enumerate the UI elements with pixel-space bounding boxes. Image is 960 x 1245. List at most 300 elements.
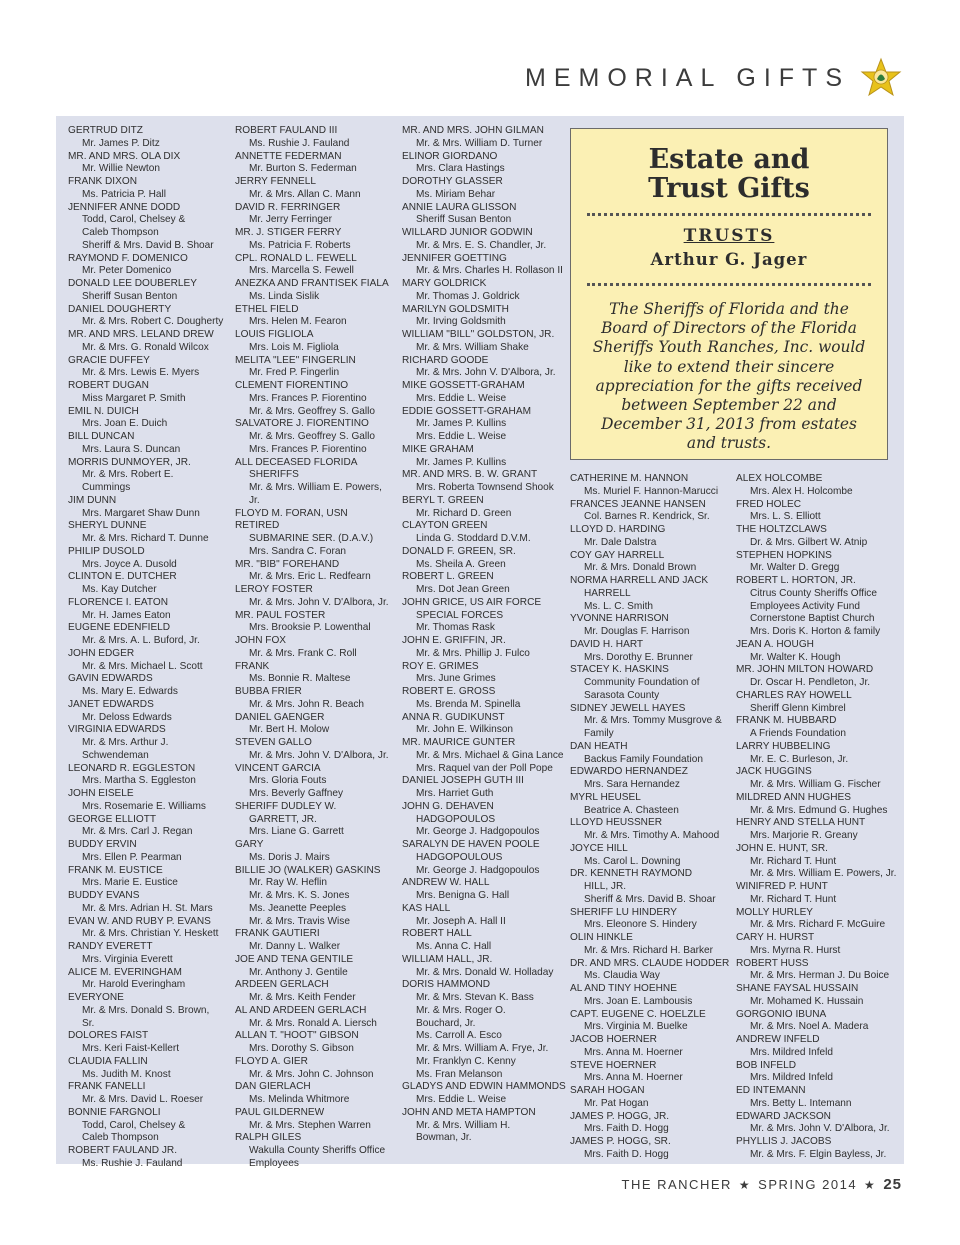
honoree-name: MR. "BIB" FOREHAND: [235, 558, 340, 570]
honoree-name: DR. KENNETH RAYMOND: [570, 868, 693, 880]
honoree-name: FRANCES JEANNE HANSEN: [570, 498, 706, 510]
memorial-entry: [736, 843, 898, 881]
honoree-name: STEPHEN HOPKINS: [736, 549, 832, 561]
honoree-name: EDDIE GOSSETT-GRAHAM: [402, 405, 531, 417]
honoree-name: EDWARD JACKSON: [736, 1110, 831, 1122]
memorial-entry: [68, 1081, 224, 1107]
memorial-entry: [68, 431, 224, 457]
honoree-name: MR. AND MRS. B. W. GRANT: [402, 469, 538, 481]
memorial-entry: [570, 575, 730, 613]
honoree-name: SARALYN DE HAVEN POOLE: [402, 839, 540, 850]
memorial-entry: [68, 916, 224, 942]
memorial-entry: [235, 1005, 393, 1031]
memorial-entry: [235, 839, 393, 865]
donor-name: Mr. Danny L. Walker: [249, 941, 341, 952]
honoree-name: DOLORES FAIST: [68, 1030, 149, 1042]
honoree-name: CATHERINE M. HANNON: [570, 473, 689, 484]
donor-name: Mrs. Sara Hernandez: [584, 779, 680, 790]
memorial-entry: [402, 520, 566, 546]
donor-name: GARRETT, JR.: [249, 813, 317, 825]
donor-name: Mrs. Dorothy E. Brunner: [584, 651, 693, 663]
publication-name: THE RANCHER: [621, 1177, 732, 1192]
memorial-entry: [402, 775, 566, 801]
memorial-entry: [235, 801, 393, 839]
donor-name: Mrs. Marcella S. Fewell: [249, 265, 354, 277]
memorial-entry: [736, 664, 898, 690]
memorial-entry: [235, 418, 393, 456]
memorial-entry: [402, 380, 566, 406]
memorial-entry: [235, 610, 393, 636]
honoree-name: ALICE M. EVERINGHAM: [68, 966, 182, 978]
honoree-name: JOHN EISELE: [68, 788, 134, 799]
donor-name: Family: [584, 728, 614, 739]
memorial-entry: [736, 881, 898, 907]
honoree-name: JOE AND TENA GENTILE: [235, 953, 354, 965]
memorial-entry: [68, 1056, 224, 1082]
donor-name: Mr. & Mrs. Donald W. Holladay: [416, 966, 554, 978]
donor-name: Mrs. Liane G. Garrett: [249, 826, 344, 838]
memorial-entry: [402, 979, 566, 1081]
honoree-name: DORIS HAMMOND: [402, 979, 491, 991]
honoree-name: JACK HUGGINS: [736, 766, 812, 778]
memorial-entry: [68, 724, 224, 762]
honoree-name: JIM DUNN: [68, 494, 117, 506]
memorial-entry: [736, 958, 898, 984]
memorial-entry: [402, 329, 566, 355]
estate-title-line-2: Trust Gifts: [648, 173, 810, 204]
honoree-name: ALEX HOLCOMBE: [736, 473, 823, 484]
honoree-name: FRANK FANELLI: [68, 1081, 146, 1093]
memorial-entry: [402, 278, 566, 304]
donor-name: Mrs. Eddie L. Weise: [416, 392, 507, 404]
honoree-name: WILLARD JUNIOR GODWIN: [402, 227, 533, 238]
memorial-entry: [736, 1009, 898, 1035]
donor-name: Mrs. Eddie L. Weise: [416, 431, 507, 442]
donor-name: Mr. & Mrs. Robert E. Cummings: [82, 469, 174, 493]
donor-name: Mrs. Alex H. Holcombe: [750, 485, 853, 497]
donor-name: Ms. Brenda M. Spinella: [416, 698, 521, 710]
donor-name: Ms. Miriam Behar: [416, 188, 496, 200]
donor-name: Mrs. Sandra C. Foran: [249, 545, 347, 557]
honoree-name: ROBERT L. HORTON, JR.: [736, 575, 856, 586]
honoree-name: LLOYD D. HARDING: [570, 524, 666, 535]
honoree-name: EVERYONE: [68, 992, 124, 1003]
dotted-divider: [587, 213, 871, 216]
memorial-entry: [235, 253, 393, 279]
honoree-name: THE HOLTZCLAWS: [736, 524, 827, 535]
donor-name: Mrs. L. S. Elliott: [750, 511, 821, 523]
donor-name: Mr. & Mrs. William H.: [416, 1119, 511, 1131]
honoree-name: CLAUDIA FALLIN: [68, 1055, 148, 1067]
donor-name: Mr. & Mrs. G. Ronald Wilcox: [82, 341, 209, 353]
memorial-entry: [235, 125, 393, 151]
donor-name: Wakulla County Sheriffs Office: [249, 1145, 386, 1156]
donor-name: Mr. & Mrs. Robert C. Dougherty: [82, 316, 224, 328]
donor-name: SHERIFFS: [249, 469, 299, 481]
donor-name: Mrs. Keri Faist-Kellert: [82, 1043, 180, 1054]
donor-name: Community Foundation of: [584, 677, 700, 688]
donor-name: Mr. & Mrs. Donald Brown: [584, 562, 697, 574]
honoree-name: VINCENT GARCIA: [235, 762, 321, 774]
honoree-name: FLOYD A. GIER: [235, 1055, 308, 1067]
donor-name: Ms. Anna C. Hall: [416, 941, 492, 952]
memorial-entry: [402, 546, 566, 572]
memorial-entry: [570, 741, 730, 767]
donor-name: Mr. Willie Newton: [82, 163, 160, 175]
memorial-column-5: [736, 473, 898, 1162]
estate-trust-gifts-box: [570, 128, 888, 460]
honoree-name: BONNIE FARGNOLI: [68, 1106, 161, 1118]
memorial-entry: [235, 1056, 393, 1082]
donor-name: Mr. & Mrs. Lewis E. Myers: [82, 367, 200, 379]
donor-name: Mr. James P. Ditz: [82, 137, 160, 149]
donor-name: Citrus County Sheriffs Office: [750, 587, 877, 599]
memorial-entry: [235, 661, 393, 687]
memorial-entry: [235, 508, 393, 559]
memorial-entry: [68, 597, 224, 623]
donor-name: Mr. & Mrs. Stevan K. Bass: [416, 992, 534, 1003]
donor-name: Mrs. Joyce A. Dusold: [82, 558, 177, 570]
memorial-entry: [68, 151, 224, 177]
honoree-name: ROBERT L. GREEN: [402, 571, 494, 583]
honoree-name: JOHN FOX: [235, 635, 287, 646]
honoree-name: MELITA "LEE" FINGERLIN: [235, 354, 356, 366]
honoree-name: MYRL HEUSEL: [570, 791, 641, 803]
memorial-entry: [402, 444, 566, 470]
memorial-column-1: [68, 125, 224, 1171]
memorial-entry: [68, 763, 224, 789]
honoree-name: ANNA R. GUDIKUNST: [402, 711, 505, 723]
donor-name: Mrs. Beverly Gaffney: [249, 788, 344, 799]
memorial-entry: [235, 1107, 393, 1133]
donor-name: Mr. & Mrs. William E. Powers, Jr.: [249, 482, 382, 506]
honoree-name: MIKE GOSSETT-GRAHAM: [402, 380, 525, 391]
honoree-name: DAN GIERLACH: [235, 1081, 311, 1093]
page-header: [525, 58, 902, 98]
donor-name: Ms. Rushie J. Fauland: [249, 137, 350, 149]
honoree-name: MR. MAURICE GUNTER: [402, 737, 516, 748]
issue-date: SPRING 2014: [758, 1177, 858, 1192]
honoree-name: JANET EDWARDS: [68, 698, 154, 710]
donor-name: Mrs. Eddie L. Weise: [416, 1094, 507, 1105]
honoree-name: CARY H. HURST: [736, 932, 815, 943]
memorial-entry: [68, 1030, 224, 1056]
memorial-entry: [570, 1009, 730, 1035]
honoree-name: SHERIFF DUDLEY W.: [235, 800, 337, 812]
donor-name: HILL, JR.: [584, 881, 627, 892]
donor-name: A Friends Foundation: [750, 728, 846, 739]
donor-name: Mrs. Marie E. Eustice: [82, 877, 178, 889]
donor-name: Mr. & Mrs. Richard H. Barker: [584, 944, 713, 956]
honoree-name: LEROY FOSTER: [235, 584, 313, 595]
donor-name: Mr. Ray W. Heflin: [249, 877, 327, 889]
donor-name: Ms. Fran Melanson: [416, 1068, 503, 1080]
memorial-entry: [402, 928, 566, 954]
memorial-entry: [235, 686, 393, 712]
memorial-entry: [235, 304, 393, 330]
memorial-entry: [570, 1111, 730, 1137]
donor-name: Mrs. Raquel van der Poll Pope: [416, 762, 553, 774]
memorial-entry: [570, 1060, 730, 1086]
donor-name: Sheriff Susan Benton: [416, 214, 512, 226]
honoree-name: SALVATORE J. FIORENTINO: [235, 418, 369, 430]
donor-name: Mr. & Mrs. William G. Fischer: [750, 779, 881, 790]
donor-name: Sarasota County: [584, 689, 660, 701]
honoree-name: JOHN E. GRIFFIN, JR.: [402, 635, 506, 646]
memorial-entry: [68, 406, 224, 432]
memorial-entry: [235, 1081, 393, 1107]
donor-name: Caleb Thompson: [82, 227, 159, 238]
memorial-entry: [736, 1034, 898, 1060]
honoree-name: DR. AND MRS. CLAUDE HODDER: [570, 957, 730, 969]
honoree-name: DONALD LEE DOUBERLEY: [68, 278, 198, 289]
donor-name: Mr. & Mrs. William Shake: [416, 341, 529, 353]
donor-name: Mrs. Frances P. Fiorentino: [249, 443, 367, 455]
memorial-entry: [736, 766, 898, 792]
donor-name: Mr. & Mrs. A. L. Buford, Jr.: [82, 635, 200, 646]
memorial-entry: [402, 839, 566, 877]
honoree-name: DAVID H. HART: [570, 638, 644, 650]
memorial-entry: [68, 839, 224, 865]
honoree-name: DANIEL DOUGHERTY: [68, 303, 172, 315]
memorial-entry: [570, 524, 730, 550]
memorial-entry: [235, 954, 393, 980]
donor-name: Mrs. June Grimes: [416, 673, 496, 685]
honoree-name: LLOYD HEUSSNER: [570, 817, 662, 829]
donor-name: Miss Margaret P. Smith: [82, 392, 186, 404]
donor-name: Employees Activity Fund: [750, 600, 860, 612]
honoree-name: MR. PAUL FOSTER: [235, 609, 326, 621]
honoree-name: ALL DECEASED FLORIDA: [235, 456, 358, 468]
donor-name: Dr. & Mrs. Gilbert W. Atnip: [750, 536, 868, 548]
honoree-name: NORMA HARRELL AND JACK: [570, 575, 709, 586]
honoree-name: DONALD F. GREEN, SR.: [402, 545, 516, 557]
memorial-entry: [235, 1132, 393, 1170]
honoree-name: FRANK M. EUSTICE: [68, 864, 163, 876]
honoree-name: FRANK DIXON: [68, 176, 137, 187]
honoree-name: WILLIAM "BILL" GOLDSTON, JR.: [402, 329, 555, 340]
donor-name: Mrs. Roberta Townsend Shook: [416, 482, 554, 493]
honoree-name: BUBBA FRIER: [235, 686, 302, 697]
honoree-name: BUDDY EVANS: [68, 890, 140, 901]
memorial-entry: [402, 176, 566, 202]
memorial-entry: [736, 741, 898, 767]
honoree-name: SARAH HOGAN: [570, 1085, 645, 1096]
honoree-name: ANEZKA AND FRANTISEK FIALA: [235, 278, 389, 289]
memorial-entry: [68, 253, 224, 279]
donor-name: Mrs. Faith D. Hogg: [584, 1148, 669, 1160]
donor-name: Ms. Melinda Whitmore: [249, 1094, 350, 1105]
honoree-name: ED INTEMANN: [736, 1085, 806, 1096]
donor-name: Mr. James P. Kullins: [416, 456, 507, 468]
honoree-name: DANIEL JOSEPH GUTH III: [402, 775, 524, 787]
memorial-entry: [235, 712, 393, 738]
donor-name: Mrs. Mildred Infeld: [750, 1046, 834, 1058]
donor-name: Mr. & Mrs. John V. D'Albora, Jr.: [750, 1123, 890, 1135]
memorial-entry: [68, 202, 224, 253]
honoree-name: CAPT. EUGENE C. HOELZLE: [570, 1008, 706, 1020]
honoree-name: DANIEL GAENGER: [235, 711, 325, 723]
donor-name: Col. Barnes R. Kendrick, Sr.: [584, 511, 710, 523]
memorial-entry: [235, 380, 393, 418]
trust-name: Arthur G. Jager: [650, 250, 808, 269]
memorial-entry: [68, 622, 224, 648]
memorial-entry: [235, 737, 393, 763]
donor-name: Mr. Fred P. Fingerlin: [249, 367, 340, 379]
donor-name: Mr. Douglas F. Harrison: [584, 626, 690, 637]
memorial-entry: [736, 473, 898, 499]
memorial-entry: [736, 1085, 898, 1111]
donor-name: Ms. Mary E. Edwards: [82, 686, 178, 697]
honoree-name: FRED HOLEC: [736, 498, 802, 510]
estate-title: [571, 145, 887, 203]
donor-name: Mr. & Mrs. Richard F. McGuire: [750, 919, 886, 931]
honoree-name: MR. AND MRS. JOHN GILMAN: [402, 125, 544, 136]
donor-name: Mrs. Marjorie R. Greany: [750, 830, 858, 841]
donor-name: Mr. & Mrs. Charles H. Rollason II: [416, 265, 563, 277]
memorial-entry: [235, 584, 393, 610]
donor-name: Ms. Patricia P. Hall: [82, 188, 166, 200]
honoree-name: BILL DUNCAN: [68, 431, 135, 442]
memorial-entry: [570, 792, 730, 818]
donor-name: Mrs. Margaret Shaw Dunn: [82, 507, 200, 519]
donor-name: Sheriff & Mrs. David B. Shoar: [82, 239, 214, 251]
memorial-entry: [235, 635, 393, 661]
memorial-entry: [235, 329, 393, 355]
memorial-entry: [68, 546, 224, 572]
memorial-entry: [570, 766, 730, 792]
honoree-name: JOHN G. DEHAVEN: [402, 800, 494, 812]
memorial-entry: [736, 932, 898, 958]
donor-name: Mr. & Mrs. John V. D'Albora, Jr.: [249, 749, 389, 761]
donor-name: Ms. Rushie J. Fauland: [82, 1157, 183, 1169]
honoree-name: CLINTON E. DUTCHER: [68, 571, 177, 583]
memorial-entry: [402, 1081, 566, 1107]
honoree-name: DAN HEATH: [570, 740, 628, 752]
page-number: 25: [883, 1176, 902, 1193]
donor-name: Dr. Oscar H. Pendleton, Jr.: [750, 677, 871, 688]
donor-name: Mr. & Mrs. F. Elgin Bayless, Jr.: [750, 1148, 887, 1160]
donor-name: Ms. Carol L. Downing: [584, 855, 681, 867]
honoree-name: JACOB HOERNER: [570, 1034, 657, 1045]
donor-name: Mr. Mohamed K. Hussain: [750, 995, 864, 1007]
memorial-entry: [570, 907, 730, 933]
memorial-entry: [736, 639, 898, 665]
appreciation-text: The Sheriffs of Florida and the Board of Directors of the Florida Sheriffs Youth Ranches, Inc. would like to extend their sincere appreciation for the gifts received between September 22 and December 31, 2013 from estates and trusts.: [592, 300, 866, 453]
honoree-name: CHARLES RAY HOWELL: [736, 689, 852, 701]
donor-name: Mr. Burton S. Federman: [249, 163, 357, 175]
donor-name: Mr. & Mrs. Eric L. Redfearn: [249, 571, 371, 583]
memorial-entry: [570, 868, 730, 906]
donor-name: Mr. & Mrs. David L. Roeser: [82, 1094, 204, 1105]
donor-name: Mrs. Virginia M. Buelke: [584, 1021, 688, 1033]
honoree-name: FLORENCE I. EATON: [68, 596, 169, 608]
honoree-name: GAVIN EDWARDS: [68, 673, 153, 685]
donor-name: Mrs. Anna M. Hoerner: [584, 1072, 683, 1084]
donor-name: Todd, Carol, Chelsey &: [82, 214, 186, 226]
donor-name: Mr. & Mrs. Noel A. Madera: [750, 1021, 869, 1033]
donor-name: Mrs. Laura S. Duncan: [82, 443, 181, 455]
honoree-name: FRANK M. HUBBARD: [736, 715, 837, 727]
honoree-name: FRANK: [235, 660, 270, 672]
honoree-name: JOHN E. HUNT, SR.: [736, 842, 828, 854]
memorial-entry: [736, 1136, 898, 1162]
honoree-name: VIRGINIA EDWARDS: [68, 724, 166, 736]
memorial-entry: [68, 941, 224, 967]
memorial-entry: [736, 817, 898, 843]
donor-name: Mr. & Mrs. Timothy A. Mahood: [584, 830, 720, 841]
honoree-name: GLADYS AND EDWIN HAMMONDS: [402, 1081, 566, 1093]
sheriff-star-badge-icon: [860, 57, 902, 99]
donor-name: Mr. & Mrs. John V. D'Albora, Jr.: [416, 367, 556, 379]
memorial-entry: [402, 202, 566, 228]
memorial-entry: [68, 967, 224, 993]
donor-name: Mr. Irving Goldsmith: [416, 316, 506, 328]
honoree-name: ANDREW W. HALL: [402, 877, 490, 889]
donor-name: Mr. James P. Kullins: [416, 418, 507, 430]
donor-name: Mr. & Mrs. Phillip J. Fulco: [416, 647, 530, 659]
donor-name: Mrs. Dot Jean Green: [416, 584, 510, 595]
memorial-entry: [736, 907, 898, 933]
donor-name: Mr. & Mrs. Christian Y. Heskett: [82, 928, 219, 940]
memorial-entry: [402, 571, 566, 597]
honoree-name: GRACIE DUFFEY: [68, 354, 150, 366]
memorial-entry: [402, 801, 566, 839]
donor-name: Mrs. Rosemarie E. Williams: [82, 800, 206, 812]
donor-name: Mrs. Myrna R. Hurst: [750, 944, 841, 956]
memorial-entry: [402, 355, 566, 381]
donor-name: Sheriff Glenn Kimbrel: [750, 702, 846, 714]
memorial-entry: [570, 1136, 730, 1162]
honoree-name: RANDY EVERETT: [68, 941, 153, 952]
donor-name: Mr. & Mrs. Stephen Warren: [249, 1119, 371, 1131]
donor-name: Ms. Linda Sislik: [249, 290, 320, 302]
memorial-entry: [68, 457, 224, 495]
donor-name: Mr. Thomas J. Goldrick: [416, 290, 520, 302]
memorial-entry: [736, 575, 898, 639]
donor-name: Mr. & Mrs. William A. Frye, Jr.: [416, 1043, 549, 1054]
donor-name: Mr. & Mrs. Edmund G. Hughes: [750, 804, 888, 816]
donor-name: Mr. & Mrs. Frank C. Roll: [249, 647, 357, 659]
donor-name: Ms. Sheila A. Green: [416, 558, 506, 570]
donor-name: Mr. Joseph A. Hall II: [416, 915, 506, 927]
donor-name: Mrs. Lois M. Figliola: [249, 341, 339, 353]
memorial-entry: [570, 664, 730, 702]
donor-name: Mr. H. James Eaton: [82, 609, 171, 621]
honoree-name: BOB INFELD: [736, 1059, 797, 1071]
memorial-entry: [68, 304, 224, 330]
memorial-entry: [570, 499, 730, 525]
donor-name: Caleb Thompson: [82, 1132, 159, 1144]
honoree-name: DAVID R. FERRINGER: [235, 201, 341, 213]
donor-name: Mr. George J. Hadgopoulos: [416, 864, 540, 876]
honoree-name: ANDREW INFELD: [736, 1034, 820, 1045]
honoree-name: OLIN HINKLE: [570, 932, 633, 943]
honoree-name: AL AND TINY HOEHNE: [570, 983, 677, 994]
honoree-name: ROBERT E. GROSS: [402, 686, 496, 697]
honoree-name: MR. AND MRS. LELAND DREW: [68, 329, 214, 340]
memorial-entry: [68, 495, 224, 521]
memorial-entry: [235, 202, 393, 228]
donor-name: Ms. Claudia Way: [584, 970, 660, 982]
star-separator-icon: ★: [864, 1177, 877, 1192]
donor-name: Mr. Richard T. Hunt: [750, 855, 837, 867]
honoree-name: JOYCE HILL: [570, 842, 628, 854]
donor-name: Todd, Carol, Chelsey &: [82, 1119, 186, 1131]
honoree-name: RALPH GILES: [235, 1132, 302, 1144]
memorial-entry: [235, 763, 393, 801]
memorial-entry: [570, 550, 730, 576]
